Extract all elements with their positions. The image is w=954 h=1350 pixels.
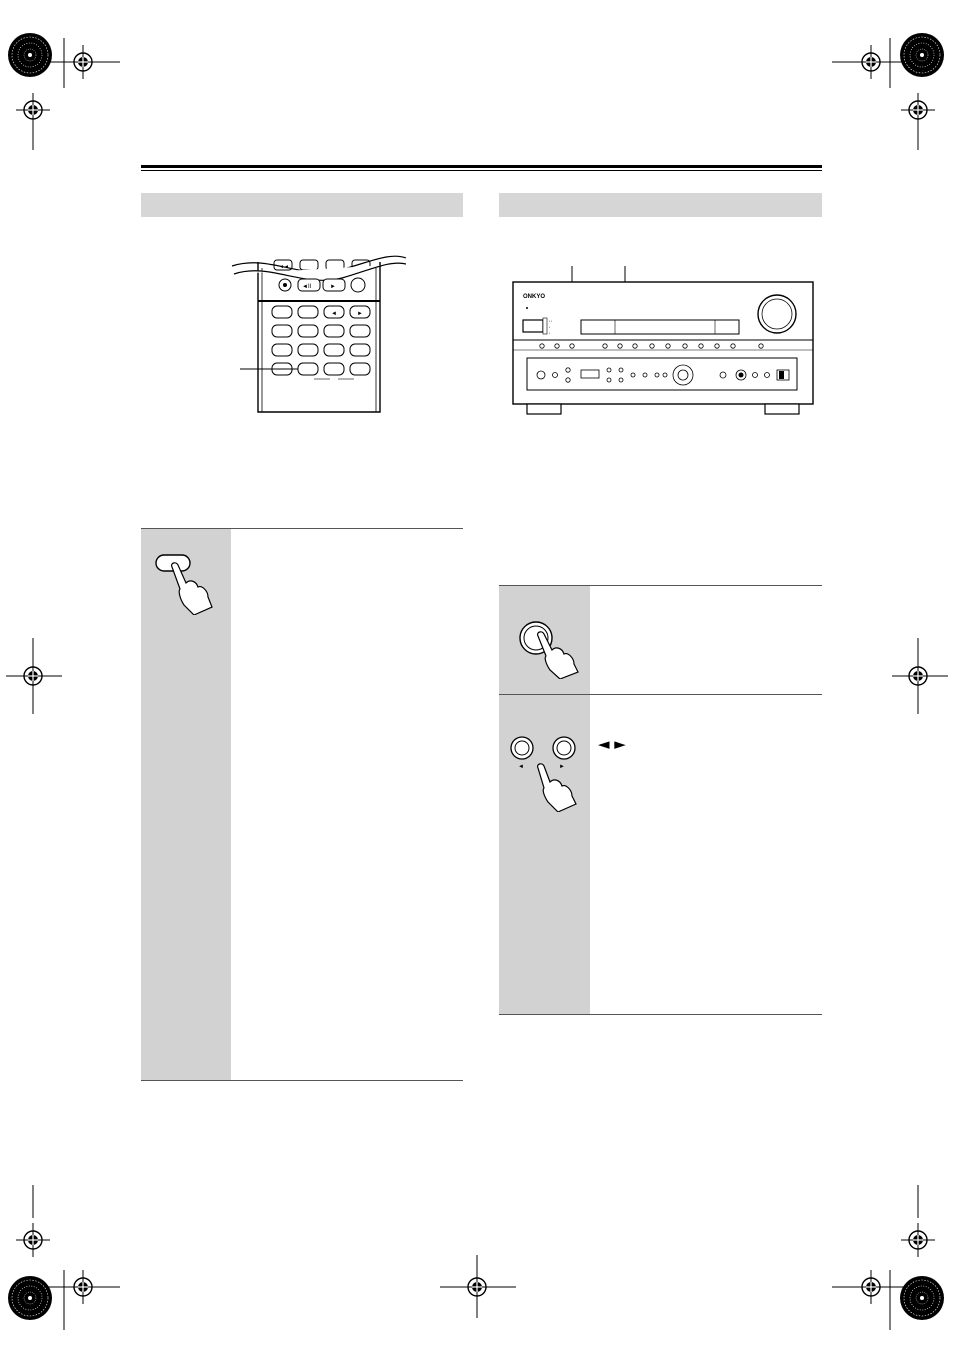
svg-text:◄◄: ◄◄ bbox=[279, 264, 289, 270]
registration-mark-icon bbox=[16, 93, 50, 127]
registration-mark-icon bbox=[66, 1270, 100, 1304]
svg-text:◄: ◄ bbox=[518, 764, 524, 770]
svg-text:• •: • • bbox=[549, 319, 552, 323]
svg-text:•: • bbox=[549, 331, 551, 335]
color-wheel-icon bbox=[900, 33, 944, 77]
right-section-header bbox=[499, 193, 822, 217]
color-wheel-icon bbox=[8, 33, 52, 77]
registration-mark-icon bbox=[16, 1223, 50, 1257]
hand-pressing-button-icon bbox=[150, 545, 220, 615]
registration-mark-icon bbox=[16, 659, 50, 693]
hand-pressing-arrow-buttons-icon bbox=[508, 732, 588, 812]
remote-control-illustration bbox=[230, 248, 410, 418]
svg-text:►: ► bbox=[357, 311, 363, 317]
svg-text:•: • bbox=[549, 325, 551, 329]
right-table-bottom-rule bbox=[499, 1014, 822, 1015]
arrow-keys-label: ◄ ► bbox=[598, 735, 626, 753]
receiver-front-panel-illustration bbox=[505, 262, 820, 422]
brand-logo: ONKYO bbox=[523, 294, 546, 300]
svg-text:►: ► bbox=[559, 764, 565, 770]
registration-mark-icon bbox=[854, 45, 888, 79]
color-wheel-icon bbox=[8, 1276, 52, 1320]
svg-text:►: ► bbox=[330, 284, 336, 290]
registration-mark-icon bbox=[66, 45, 100, 79]
registration-mark-icon bbox=[901, 93, 935, 127]
color-wheel-icon bbox=[900, 1276, 944, 1320]
left-table-bottom-rule bbox=[141, 1080, 463, 1081]
svg-text:◄II: ◄II bbox=[302, 284, 312, 290]
registration-mark-icon bbox=[460, 1270, 494, 1304]
header-rule-thin bbox=[141, 170, 822, 171]
left-section-header bbox=[141, 193, 463, 217]
header-rule bbox=[141, 165, 822, 168]
svg-text:◄: ◄ bbox=[331, 311, 337, 317]
registration-mark-icon bbox=[854, 1270, 888, 1304]
hand-pressing-button-icon bbox=[512, 614, 587, 679]
registration-mark-icon bbox=[901, 659, 935, 693]
registration-mark-icon bbox=[901, 1223, 935, 1257]
